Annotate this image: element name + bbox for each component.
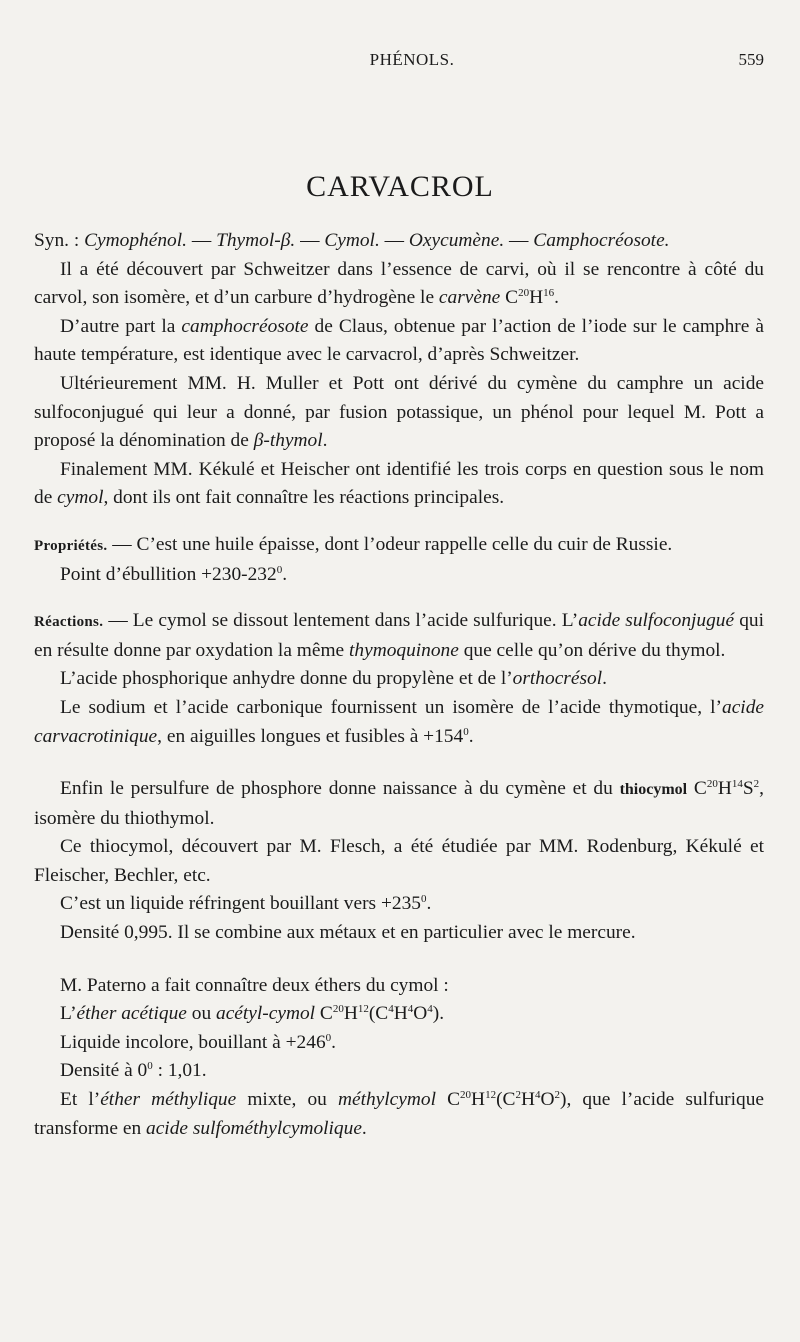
reactions-heading: Réactions. (34, 614, 104, 631)
thiocymol-density-paragraph: Densité 0,995. Il se combine aux métaux et en particulier avec le mercure. (60, 922, 636, 944)
synonyms-paragraph: Syn. : Cymophénol. — Thymol-β. — Cymol. — Oxycumène. — Camphocréosote. (34, 230, 670, 251)
properties-heading: Propriétés. (34, 537, 108, 554)
phosphoric-paragraph: L’acide phosphorique anhydre donne du propylène et de l’orthocrésol. (60, 668, 607, 690)
acetic-ether-density-paragraph: Densité à $0^0$ : 1,01. (60, 1060, 207, 1082)
thiocymol-paragraph: Enfin le persulfure de phosphore donne naissance à du cymène et du thiocymol $C^{20}H^{14}S^2$, isomère du thiothymol. (34, 778, 765, 829)
page-number: 559 (738, 50, 764, 69)
running-head (60, 50, 764, 74)
thiocymol-discovery-paragraph: Ce thiocymol, découvert par M. Flesch, a été étudiée par MM. Rodenburg, Kékulé et Fleischer, Bechler, etc. (34, 836, 764, 886)
reactions-paragraph: Réactions. — Le cymol se dissout lentement dans l’acide sulfurique. L’acide sulfoconjugué qui en résulte donne par oxydation la même thymoquinone que celle qu’on dérive du thymol. (34, 610, 764, 661)
article-body (34, 227, 764, 1143)
running-title: PHÉNOLS. (369, 50, 455, 69)
methyl-ether-paragraph: Et l’éther méthylique mixte, ou méthylcymol $C^{20}H^{12}(C^2H^4O^2)$, que l’acide sulfurique transforme en acide sulfométhylcymolique. (34, 1089, 765, 1139)
boiling-point-line: Point d’ébullition $+230-232^0$. (60, 563, 288, 585)
properties-paragraph: Propriétés. — C’est une huile épaisse, dont l’odeur rappelle celle du cuir de Russie. (34, 533, 673, 555)
muller-pott-paragraph: Ultérieurement MM. H. Muller et Pott ont dérivé du cymène du camphre un acide sulfoconjugué qui leur a donné, par fusion potassique, un phénol pour lequel M. Pott a proposé la dénomination de β-thymol. (34, 372, 764, 452)
chapter-title: CARVACROL (306, 170, 494, 204)
kekule-paragraph: Finalement MM. Kékulé et Heischer ont identifié les trois corps en question sous le nom de cymol, dont ils ont fait connaître les réactions principales. (34, 458, 764, 509)
acetic-ether-paragraph: L’éther acétique ou acétyl-cymol $C^{20}H^{12}(C^4H^4O^4)$. (60, 1003, 445, 1025)
sodium-paragraph: Le sodium et l’acide carbonique fournissent un isomère de l’acide thymotique, l’acide carvacrotinique, en aiguilles longues et fusibles à $+154^0$. (34, 696, 764, 747)
thiocymol-boiling-paragraph: C’est un liquide réfringent bouillant vers $+235^0$. (60, 893, 432, 915)
acetic-ether-boiling-paragraph: Liquide incolore, bouillant à $+246^0$. (60, 1031, 337, 1053)
camphocreosote-paragraph: D’autre part la camphocréosote de Claus, obtenue par l’action de l’iode sur le camphre à haute température, est identique avec le carvacrol, d’après Schweitzer. (34, 315, 764, 366)
ethers-intro-paragraph: M. Paterno a fait connaître deux éthers du cymol : (60, 974, 449, 996)
discovery-paragraph: Il a été découvert par Schweitzer dans l’essence de carvi, où il se rencontre à côté du carvol, son isomère, et d’un carbure d’hydrogène le carvène $C^{20}H^{16}$. (34, 258, 764, 309)
